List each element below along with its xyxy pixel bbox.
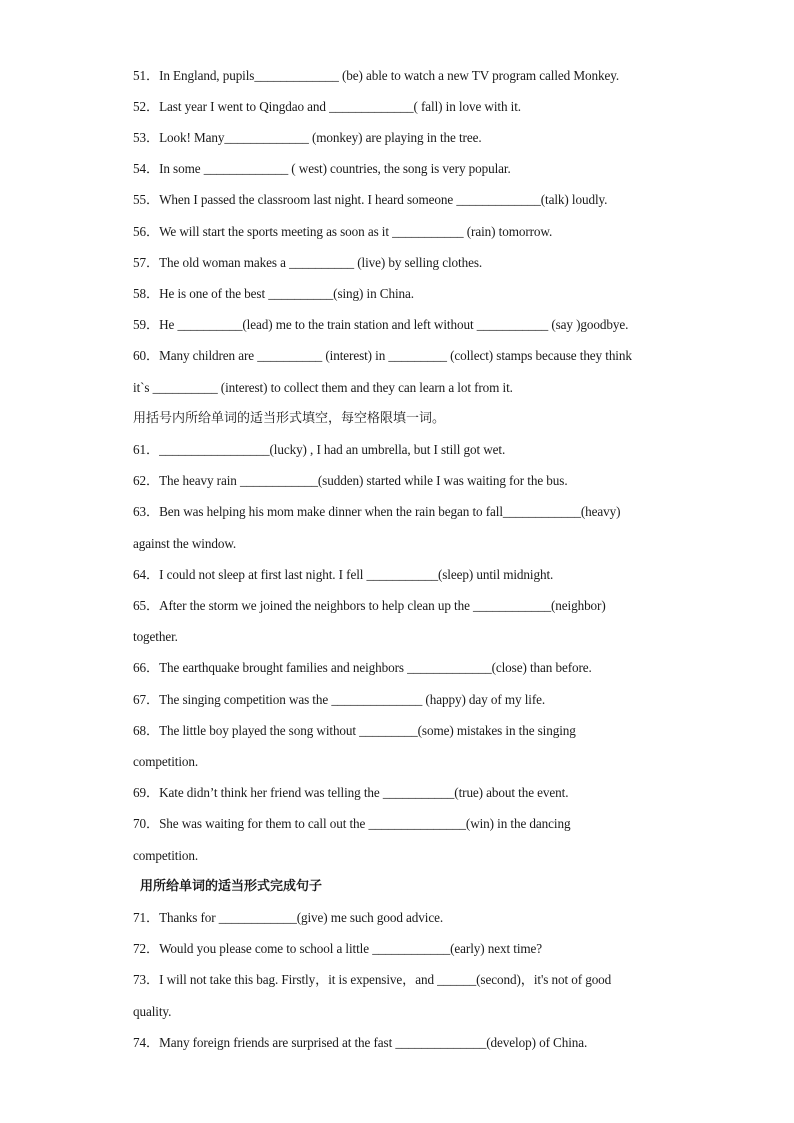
item-text: The old woman makes a __________ (live) by selling clothes. [159, 255, 483, 270]
exercise-item-74 [133, 1034, 673, 1052]
exercise-item-69 [133, 784, 673, 802]
item-text: Ben was helping his mom make dinner when the rain began to fall____________(heavy) [159, 504, 621, 519]
exercise-item-63 [133, 503, 673, 521]
item-text: The earthquake brought families and neighbors _____________(close) than before. [159, 660, 592, 675]
item-text: In England, pupils_____________ (be) able to watch a new TV program called Monkey. [159, 68, 620, 83]
exercise-item-72 [133, 940, 673, 958]
exercise-item-60 [133, 347, 673, 365]
item-text: After the storm we joined the neighbors to help clean up the ____________(neighbor) [159, 598, 606, 613]
item-number: 67． [133, 692, 160, 707]
section-heading: 用所给单词的适当形式完成句子 [140, 879, 323, 894]
item-text: Many children are __________ (interest) in _________ (collect) stamps because they think [159, 348, 632, 363]
item-text: He __________(lead) me to the train station and left without ___________ (say )goodbye. [159, 317, 629, 332]
item-number: 68． [133, 723, 160, 738]
exercise-item-55 [133, 191, 673, 209]
item-number: 62． [133, 473, 160, 488]
item-number: 63． [133, 504, 160, 519]
item-text: I could not sleep at first last night. I fell ___________(sleep) until midnight. [159, 567, 554, 582]
exercise-item-65-continuation [133, 628, 673, 646]
item-number: 58． [133, 286, 160, 301]
item-number: 53． [133, 130, 160, 145]
exercise-item-60-continuation [133, 379, 673, 397]
item-number: 57． [133, 255, 160, 270]
exercise-item-63-continuation [133, 535, 673, 553]
item-number: 74． [133, 1035, 160, 1050]
item-number: 64． [133, 567, 160, 582]
item-text: The little boy played the song without _________(some) mistakes in the singing [159, 723, 576, 738]
item-number: 72． [133, 941, 160, 956]
exercise-item-65 [133, 597, 673, 615]
exercise-item-62 [133, 472, 673, 490]
item-text: In some _____________ ( west) countries, the song is very popular. [159, 161, 511, 176]
item-text: it`s __________ (interest) to collect them and they can learn a lot from it. [133, 380, 513, 395]
item-number: 71． [133, 910, 160, 925]
exercise-item-59 [133, 316, 673, 334]
item-text: Many foreign friends are surprised at the fast ______________(develop) of China. [159, 1035, 588, 1050]
item-text: Would you please come to school a little ____________(early) next time? [159, 941, 543, 956]
item-number: 56． [133, 224, 160, 239]
item-text: He is one of the best __________(sing) in China. [159, 286, 414, 301]
item-text: The heavy rain ____________(sudden) started while I was waiting for the bus. [159, 473, 568, 488]
item-number: 51． [133, 68, 160, 83]
item-text: quality. [133, 1004, 172, 1019]
item-number: 59． [133, 317, 160, 332]
item-text: Kate didn’t think her friend was telling the ___________(true) about the event. [159, 785, 569, 800]
item-number: 69． [133, 785, 160, 800]
item-text: Thanks for ____________(give) me such good advice. [159, 910, 444, 925]
exercise-item-66 [133, 659, 673, 677]
item-text: I will not take this bag. Firstly，it is expensive，and ______(second)，it's not of good [159, 972, 612, 987]
exercise-item-73 [133, 971, 673, 989]
item-text: She was waiting for them to call out the _______________(win) in the dancing [159, 816, 571, 831]
exercise-item-68 [133, 722, 673, 740]
item-number: 66． [133, 660, 160, 675]
exercise-item-70-continuation [133, 847, 673, 865]
exercise-item-61 [133, 441, 673, 459]
item-text: _________________(lucky) , I had an umbrella, but I still got wet. [159, 442, 506, 457]
section-heading: 用括号内所给单词的适当形式填空，每空格限填一词。 [133, 411, 446, 426]
exercise-item-68-continuation [133, 753, 673, 771]
item-text: Last year I went to Qingdao and _____________( fall) in love with it. [159, 99, 521, 114]
exercise-item-54 [133, 160, 673, 178]
exercise-item-71 [133, 909, 673, 927]
item-number: 52． [133, 99, 160, 114]
exercise-item-51 [133, 67, 673, 85]
item-number: 61． [133, 442, 160, 457]
exercise-item-58 [133, 285, 673, 303]
item-text: competition. [133, 754, 199, 769]
exercise-item-52 [133, 98, 673, 116]
exercise-item-73-continuation [133, 1003, 673, 1021]
item-number: 54． [133, 161, 160, 176]
item-number: 65． [133, 598, 160, 613]
item-text: The singing competition was the ______________ (happy) day of my life. [159, 692, 546, 707]
item-text: Look! Many_____________ (monkey) are playing in the tree. [159, 130, 482, 145]
exercise-item-70 [133, 815, 673, 833]
item-text: competition. [133, 848, 199, 863]
item-text: When I passed the classroom last night. I heard someone _____________(talk) loudly. [159, 192, 608, 207]
item-number: 70． [133, 816, 160, 831]
item-text: together. [133, 629, 178, 644]
item-number: 73． [133, 972, 160, 987]
exercise-item-57 [133, 254, 673, 272]
item-text: against the window. [133, 536, 237, 551]
item-number: 60． [133, 348, 160, 363]
exercise-item-67 [133, 691, 673, 709]
exercise-item-56 [133, 223, 673, 241]
item-text: We will start the sports meeting as soon as it ___________ (rain) tomorrow. [159, 224, 553, 239]
exercise-item-53 [133, 129, 673, 147]
item-number: 55． [133, 192, 160, 207]
exercise-item-64 [133, 566, 673, 584]
